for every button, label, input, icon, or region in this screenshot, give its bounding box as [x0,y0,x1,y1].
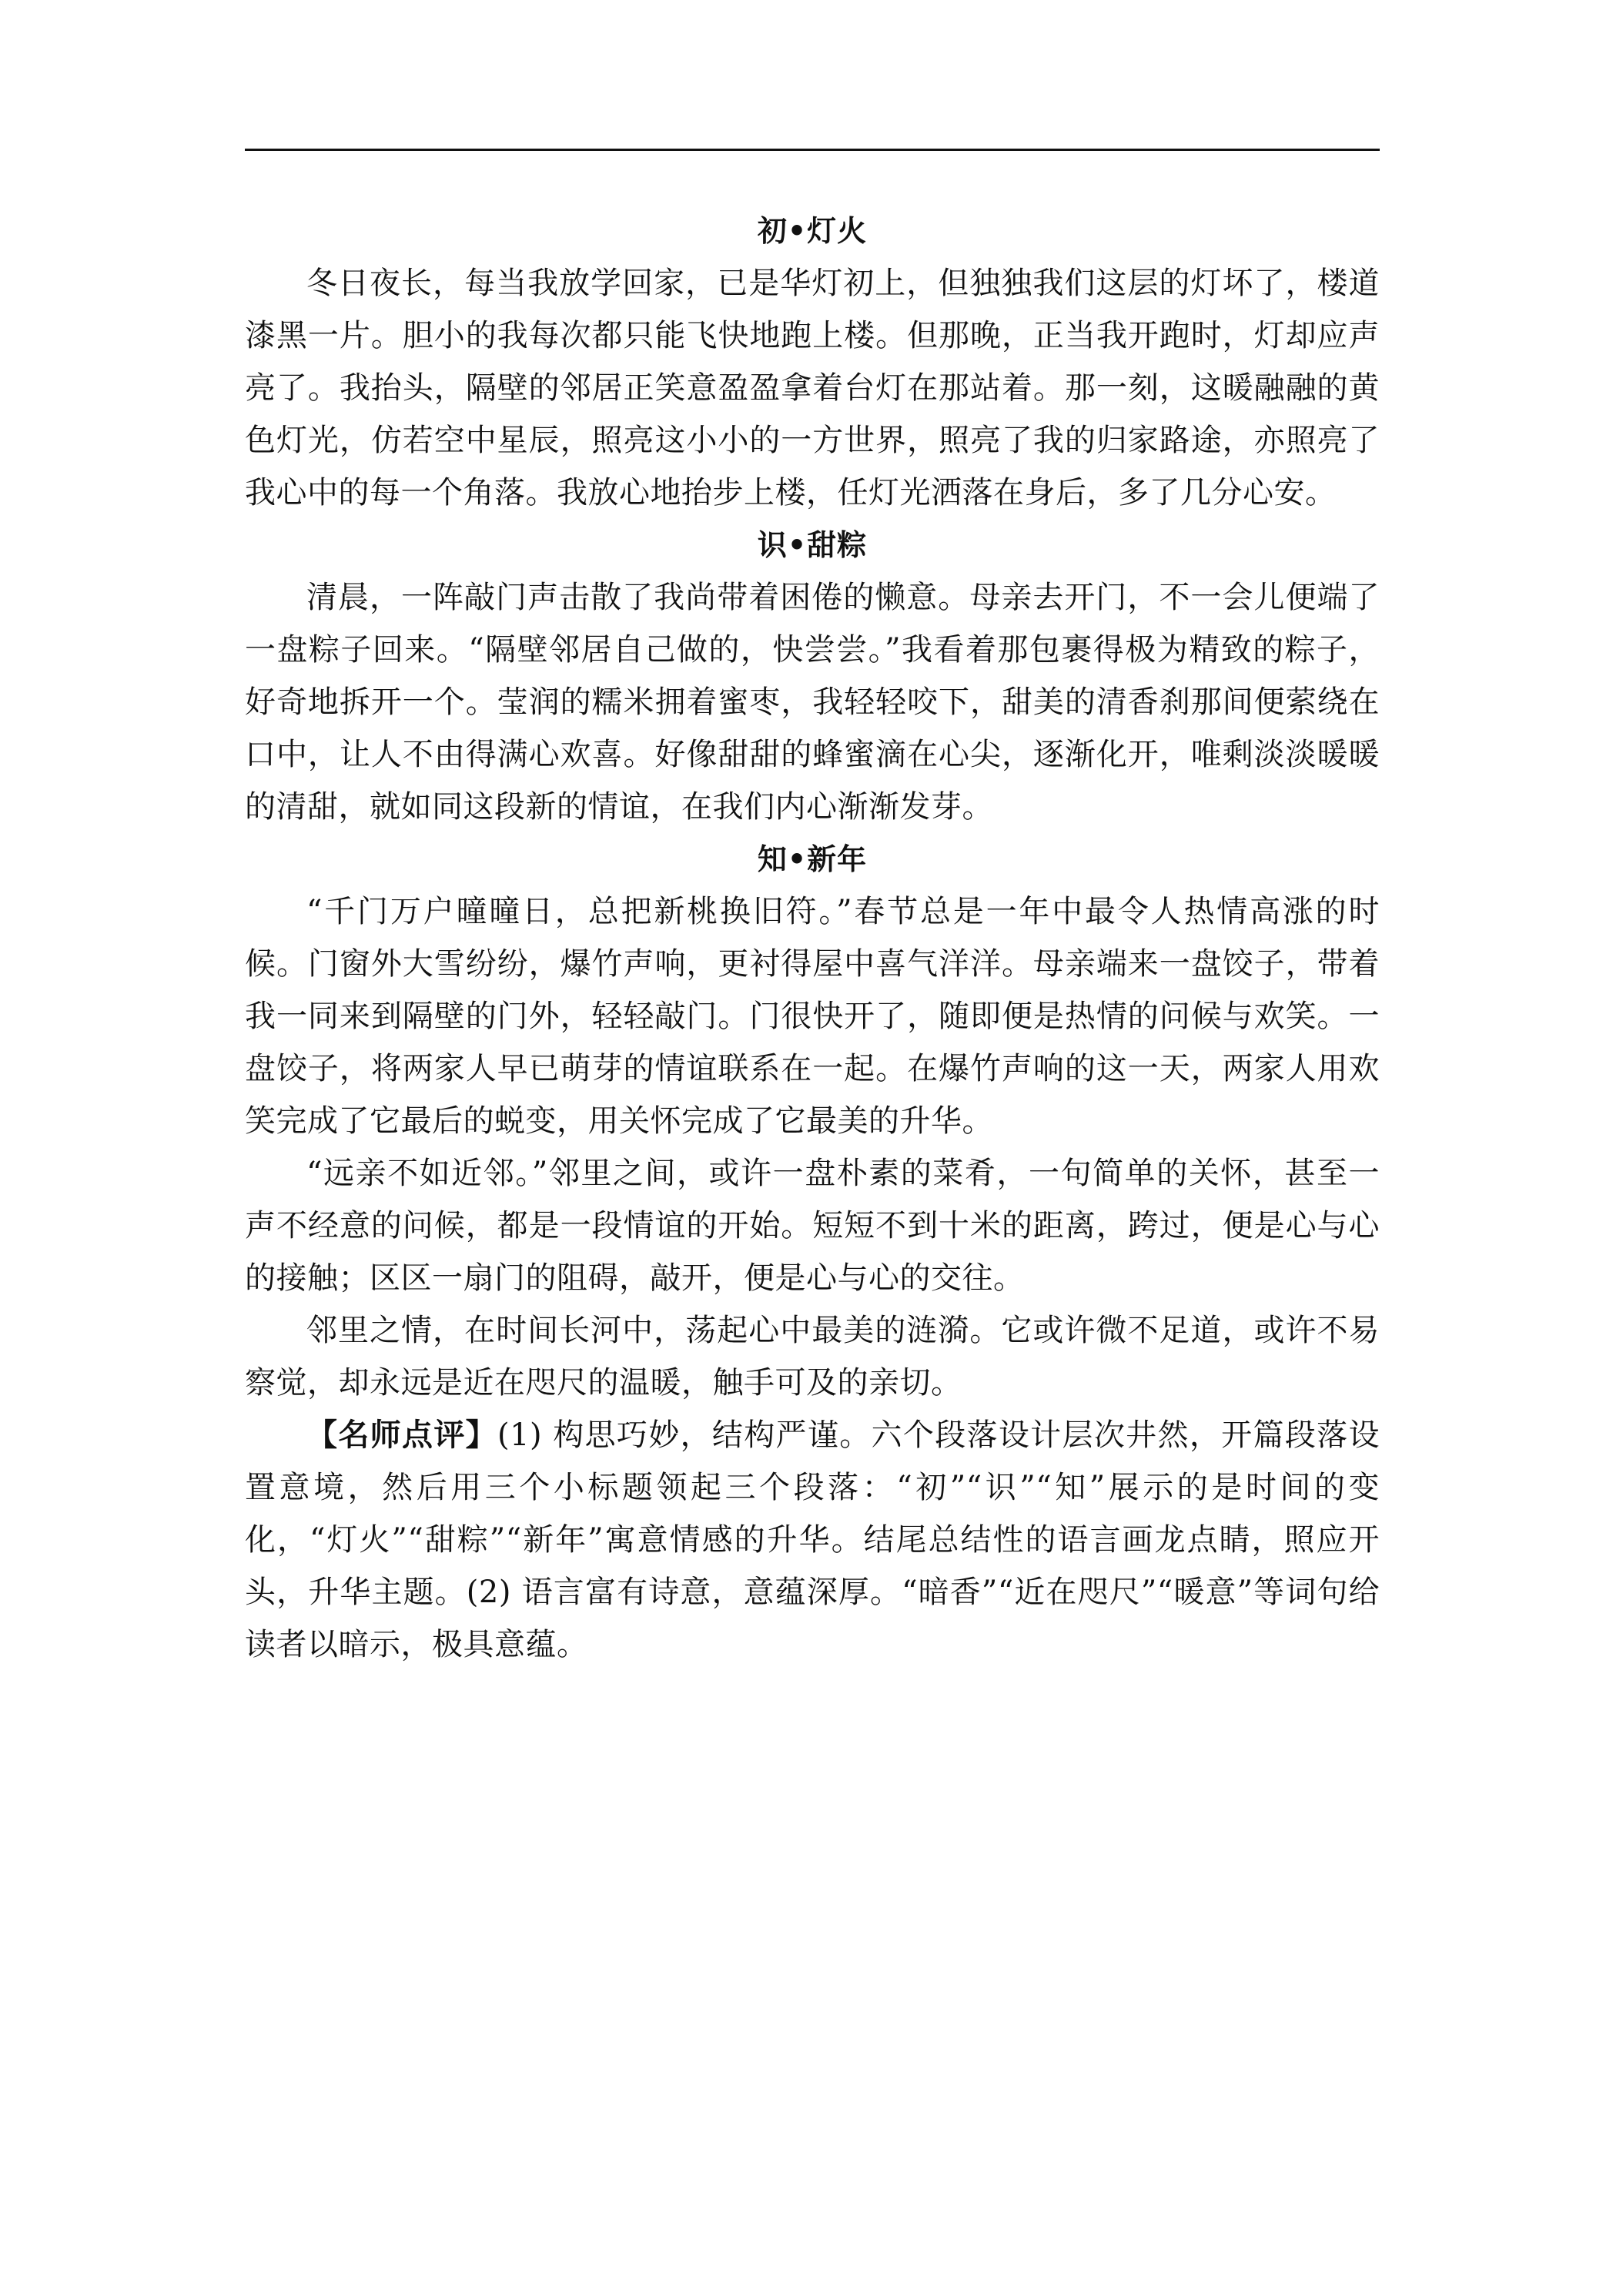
teacher-comment [245,1409,1380,1671]
paragraph-3: “千门万户曈曈日，总把新桃换旧符。”春节总是一年中最令人热情高涨的时候。门窗外大雪纷纷，爆竹声响，更衬得屋中喜气洋洋。母亲端来一盘饺子，带着我一同来到隔壁的门外，轻轻敲门。门很快开了，随即便是热情的问候与欢笑。一盘饺子，将两家人早已萌芽的情谊联系在一起。在爆竹声响的这一天，两家人用欢笑完成了它最后的蜕变，用关怀完成了它最美的升华。 [245,894,1380,1139]
section-heading-2: 识•甜粽 [757,527,868,562]
header-rule [245,149,1380,151]
paragraph-5: 邻里之情，在时间长河中，荡起心中最美的涟漪。它或许微不足道，或许不易察觉，却永远是近在咫尺的温暖，触手可及的亲切。 [245,1313,1380,1401]
paragraph-2: 清晨，一阵敲门声击散了我尚带着困倦的懒意。母亲去开门，不一会儿便端了一盘粽子回来。“隔壁邻居自己做的，快尝尝。”我看着那包裹得极为精致的粽子，好奇地拆开一个。莹润的糯米拥着蜜枣，我轻轻咬下，甜美的清香刹那间便萦绕在口中，让人不由得满心欢喜。好像甜甜的蜂蜜滴在心尖，逐渐化开，唯剩淡淡暖暖的清甜，就如同这段新的情谊，在我们内心渐渐发芽。 [245,580,1380,825]
teacher-comment-label: 【名师点评】 [306,1417,497,1453]
paragraph-4: “远亲不如近邻。”邻里之间，或许一盘朴素的菜肴，一句简单的关怀，甚至一声不经意的问候，都是一段情谊的开始。短短不到十米的距离，跨过，便是心与心的接触；区区一扇门的阻碍，敲开，便是心与心的交往。 [245,1156,1380,1296]
section-heading-3: 知•新年 [757,842,868,876]
teacher-comment-text: (1) 构思巧妙，结构严谨。六个段落设计层次井然，开篇段落设置意境，然后用三个小标题领起三个段落：“初”“识”“知”展示的是时间的变化，“灯火”“甜粽”“新年”寓意情感的升华。结尾总结性的语言画龙点睛，照应开头，升华主题。(2) 语言富有诗意，意蕴深厚。“暗香”“近在咫尺”“暖意”等词句给读者以暗示，极具意蕴。 [245,1417,1380,1662]
essay-body [245,205,1380,1671]
paragraph-1: 冬日夜长，每当我放学回家，已是华灯初上，但独独我们这层的灯坏了，楼道漆黑一片。胆小的我每次都只能飞快地跑上楼。但那晚，正当我开跑时，灯却应声亮了。我抬头，隔壁的邻居正笑意盈盈拿着台灯在那站着。那一刻，这暖融融的黄色灯光，仿若空中星辰，照亮这小小的一方世界，照亮了我的归家路途，亦照亮了我心中的每一个角落。我放心地抬步上楼，任灯光洒落在身后，多了几分心安。 [245,266,1380,510]
section-heading-1: 初•灯火 [757,213,868,248]
